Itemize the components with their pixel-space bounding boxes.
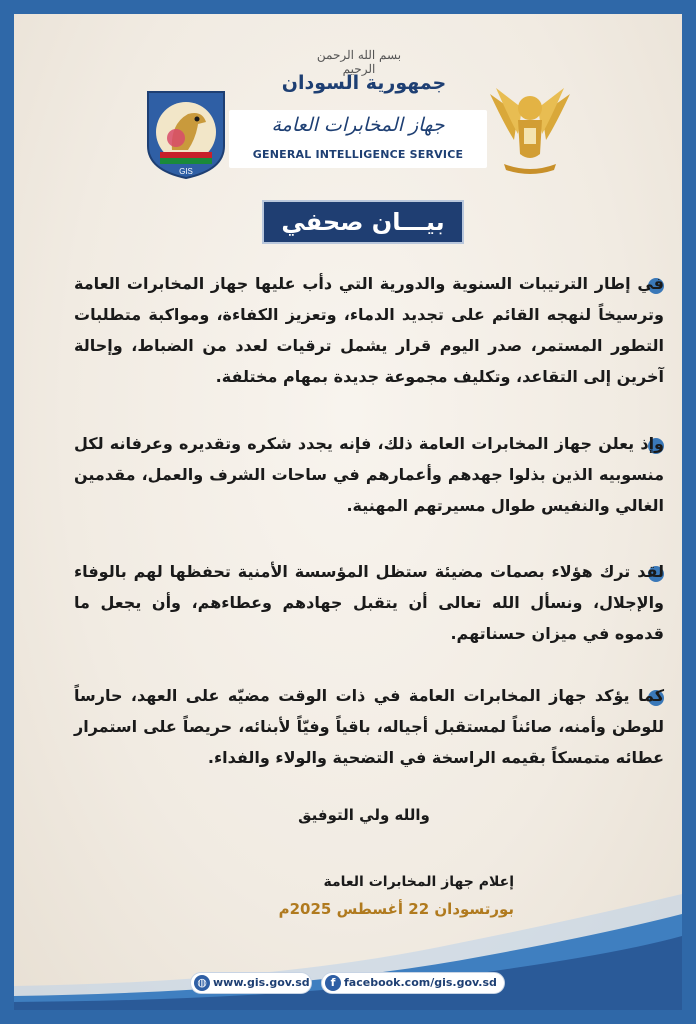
gis-logo-text: GIS	[179, 167, 193, 176]
paragraph-1: في إطار الترتيبات السنوية والدورية التي دأب عليها جهاز المخابرات العامة وترسيخاً لنهجه القائم على تجديد الدماء، وتعزيز الكفاءة، ومواكبة متطلبات التطور المستمر، صدر اليوم قرار يشمل ترقيات لعدد من الضباط، وإحالة آخرين إلى التقاعد، وتكليف مجموعة جديدة بمهام مختلفة.	[74, 274, 664, 386]
republic-name: جمهورية السودان	[281, 72, 447, 94]
agency-name-english: GENERAL INTELLIGENCE SERVICE	[252, 148, 464, 161]
document-page	[14, 14, 682, 1010]
closing-phrase: والله ولي التوفيق	[298, 806, 430, 824]
facebook-text: facebook.com/gis.gov.sd	[344, 976, 497, 989]
basmala-calligraphy: بسم الله الرحمن الرحيم	[316, 48, 402, 76]
facebook-link[interactable]	[321, 972, 505, 994]
website-link[interactable]	[190, 972, 312, 994]
gis-falcon-emblem-icon	[142, 88, 230, 180]
dateline: بورتسودان 22 أغسطس 2025م	[278, 900, 514, 918]
agency-name-band	[229, 110, 487, 168]
paragraph-4: كما يؤكد جهاز المخابرات العامة في ذات الوقت مضيّه على العهد، حارساً للوطن وأمنه، صائناً لمستقبل أجياله، باقياً وفيّاً لأبنائه، حريصاً على استمرار عطائه متمسكاً بقيمه الراسخة في التضحية والولاء والفداء.	[74, 686, 664, 767]
paragraph-3: لقد ترك هؤلاء بصمات مضيئة ستظل المؤسسة الأمنية تحفظها لهم بالوفاء والإجلال، ونسأل الله تعالى أن يتقبل جهادهم وعطاءهم، وأن يجعل ما قدموه في ميزان حسناتهم.	[74, 562, 664, 643]
globe-icon: ◍	[194, 975, 210, 991]
press-release-title: بيـــان صحفي	[281, 208, 445, 236]
paragraph-2: وإذ يعلن جهاز المخابرات العامة ذلك، فإنه يجدد شكره وتقديره وعرفانه لكل منسوبيه الذين بذلوا جهدهم وأعمارهم في ساحات الشرف والعمل، مقدمين الغالي والنفيس طوال مسيرتهم المهنية.	[74, 434, 664, 515]
facebook-icon: f	[325, 975, 341, 991]
sudan-secretary-bird-emblem-icon	[484, 84, 576, 178]
website-text: www.gis.gov.sd	[213, 976, 310, 989]
issuer-line: إعلام جهاز المخابرات العامة	[323, 874, 514, 890]
press-release-title-box	[262, 200, 464, 244]
agency-name-arabic: جهاز المخابرات العامة	[271, 114, 445, 136]
